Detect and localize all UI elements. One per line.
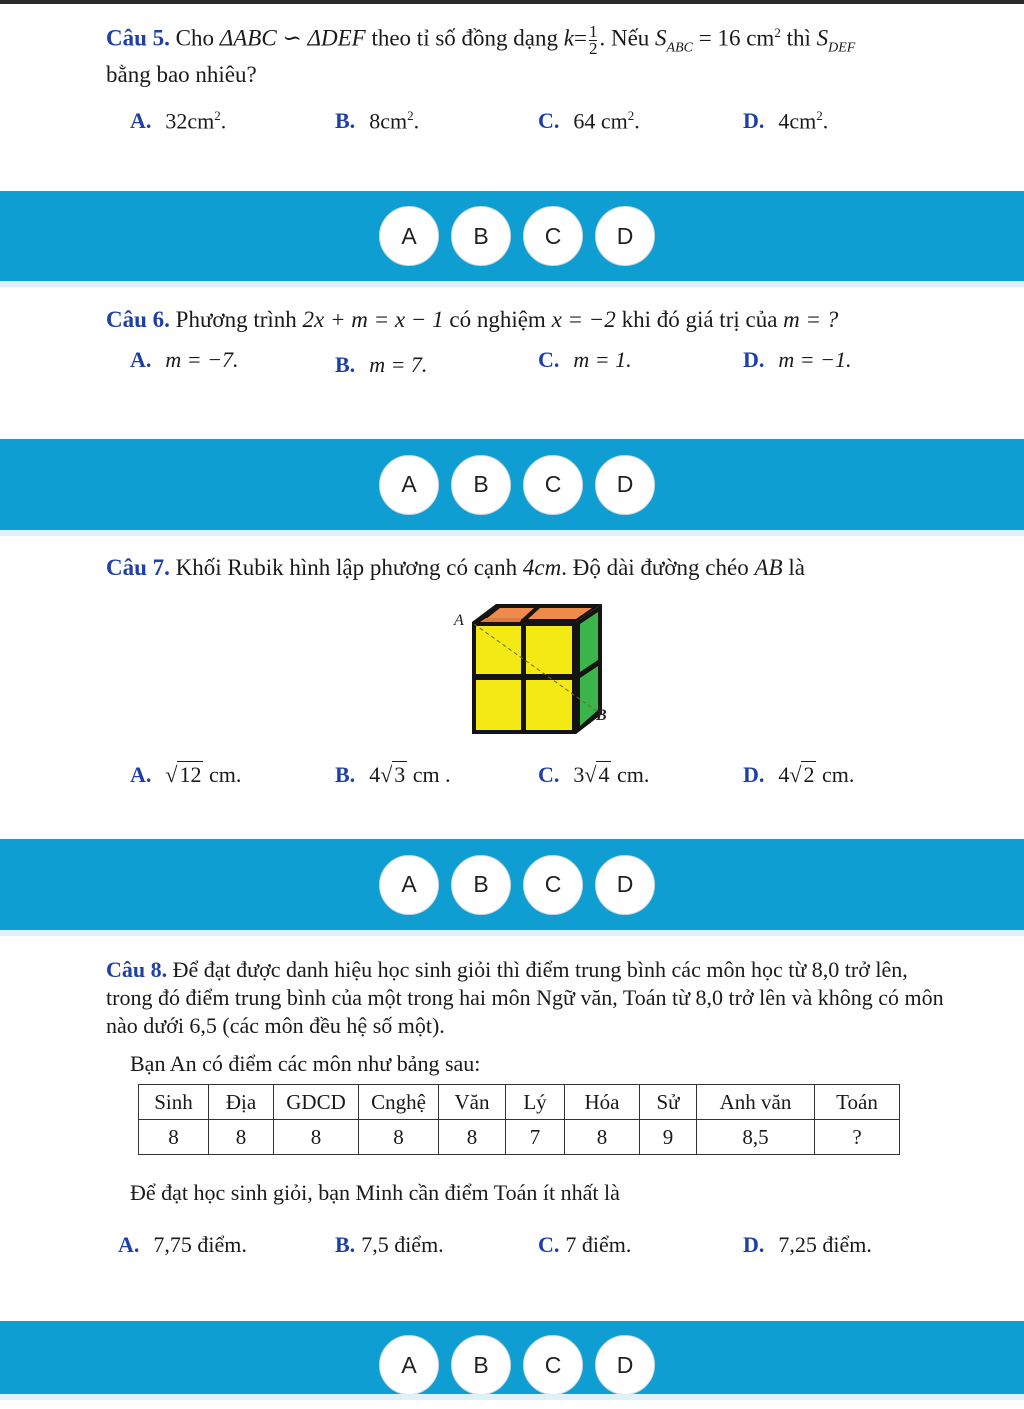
option-label: D. (743, 347, 765, 372)
q5-option-a[interactable] (130, 101, 226, 136)
option-label: A. (130, 108, 152, 134)
table-cell: 8 (359, 1120, 439, 1155)
option-label: B. (335, 762, 356, 787)
cube-front-sticker (526, 680, 572, 730)
option-value: 7,5 điểm. (361, 1232, 444, 1257)
option-label: C. (538, 347, 560, 372)
q5-s: S (655, 25, 667, 51)
cube-front-sticker (476, 626, 521, 674)
q5-line-1 (106, 18, 855, 63)
answer-bubble-a[interactable]: A (379, 455, 439, 515)
answer-bubble-d[interactable]: D (595, 455, 655, 515)
q7-line-1 (106, 553, 805, 583)
q5-k: k (563, 25, 574, 51)
option-label: C. (538, 762, 560, 787)
table-header-cell: Sử (640, 1085, 697, 1120)
q7-ab: AB (754, 555, 783, 580)
table-header-cell: Sinh (139, 1085, 209, 1120)
answer-band-q6 (0, 439, 1024, 530)
option-value: 8cm (369, 108, 408, 134)
option-unit: cm. (821, 762, 855, 787)
q5-option-c[interactable] (538, 101, 640, 136)
answer-bubbles (379, 839, 655, 930)
answer-bubble-b[interactable]: B (451, 1335, 511, 1395)
answer-bubble-b[interactable]: B (451, 855, 511, 915)
q7-option-d[interactable]: D. 4√2 cm. (743, 762, 855, 787)
answer-bubble-c[interactable]: C (523, 455, 583, 515)
option-value: 4cm (778, 108, 817, 134)
option-coef: 4 (369, 762, 381, 787)
q5-triangle-def: ΔDEF (307, 25, 366, 51)
option-sup: 2 (816, 108, 823, 123)
option-radicand: 4 (598, 762, 610, 787)
q6-equation: 2x + m = x − 1 (302, 307, 444, 332)
table-header-cell: GDCD (274, 1085, 359, 1120)
option-label: B. (335, 1232, 356, 1257)
rubik-cube-figure (450, 598, 620, 738)
option-label: B. (335, 108, 356, 134)
q7-option-c[interactable]: C. 3√4 cm. (538, 762, 650, 787)
option-label: B. (335, 352, 356, 377)
q8-label: Câu 8. (106, 957, 168, 982)
answer-bubble-d[interactable]: D (595, 206, 655, 266)
table-header-cell: Hóa (565, 1085, 640, 1120)
q8-text: Để đạt được danh hiệu học sinh giỏi thì điểm trung bình các môn học từ 8,0 trở lên, trong đó điểm trung bình của một trong hai môn Ngữ văn, Toán từ 8,0 trở lên và không có môn nào dưới 6,5 (các môn đều hệ số một). (106, 957, 944, 1038)
answer-bubbles (379, 1321, 655, 1409)
table-cell: 8 (209, 1120, 274, 1155)
option-sup: 2 (214, 108, 221, 123)
q7-text: . Độ dài đường chéo (561, 555, 749, 580)
cube-top-sticker (480, 618, 522, 622)
score-table (138, 1084, 900, 1155)
option-value: m = 1. (573, 347, 632, 372)
table-header-cell: Địa (209, 1085, 274, 1120)
option-label: D. (743, 108, 765, 134)
option-value: 7 điểm. (565, 1232, 632, 1257)
cube-point-a: A (454, 612, 464, 629)
q5-s: S (816, 25, 829, 51)
answer-bubbles (379, 191, 655, 281)
option-label: C. (538, 108, 560, 134)
option-tail: . (220, 108, 227, 134)
table-cell: 9 (640, 1120, 697, 1155)
option-unit: cm . (412, 762, 451, 787)
answer-bubble-b[interactable]: B (451, 206, 511, 266)
option-coef: 3 (573, 762, 585, 787)
option-value: 64 cm (573, 108, 628, 134)
answer-bubble-b[interactable]: B (451, 455, 511, 515)
q6-option-c[interactable] (538, 345, 632, 375)
cube-point-b: B (596, 707, 607, 724)
q5-eq: = (573, 25, 587, 51)
q5-similar-symbol: ∽ (282, 25, 302, 51)
q6-ask: m = ? (783, 307, 839, 332)
option-label: C. (538, 1232, 560, 1257)
answer-band-q7 (0, 839, 1024, 930)
option-label: A. (130, 762, 152, 787)
q6-line-1 (106, 305, 838, 335)
answer-band-q5 (0, 191, 1024, 281)
q6-label: Câu 6. (106, 307, 170, 332)
q5-frac-den: 2 (588, 38, 598, 58)
q5-text: theo tỉ số đồng dạng (371, 25, 558, 51)
table-cell: 7 (506, 1120, 565, 1155)
cube-front-sticker (526, 626, 572, 674)
q5-text: thì (786, 25, 811, 51)
table-cell: 8 (439, 1120, 506, 1155)
option-label: A. (118, 1232, 140, 1257)
table-cell: 8 (139, 1120, 209, 1155)
option-label: D. (743, 1232, 765, 1257)
table-row (139, 1120, 900, 1155)
option-label: D. (743, 762, 765, 787)
option-tail: . (634, 108, 640, 134)
q6-option-d[interactable] (743, 345, 851, 375)
q8-table-intro: Bạn An có điểm các môn như bảng sau: (130, 1051, 481, 1076)
q6-option-b[interactable] (335, 350, 427, 380)
option-value: m = −7. (165, 347, 239, 372)
answer-bubble-c[interactable]: C (523, 855, 583, 915)
q5-line-2: bằng bao nhiêu? (106, 62, 257, 87)
q7-option-a[interactable]: A. √12 cm. (130, 762, 242, 787)
q5-label: Câu 5. (106, 25, 170, 51)
option-radicand: 2 (803, 762, 815, 787)
table-header-cell: Toán (815, 1085, 900, 1120)
q5-area: = 16 cm (698, 25, 775, 51)
q6-text: có nghiệm (449, 307, 546, 332)
option-label: A. (130, 347, 152, 372)
q8-option-a[interactable] (118, 1230, 247, 1260)
option-value: 7,25 điểm. (778, 1232, 872, 1257)
q7-text: là (788, 555, 805, 580)
q5-sup: 2 (774, 25, 781, 40)
q5-triangle-abc: ΔABC (219, 25, 277, 51)
table-header-cell: Lý (506, 1085, 565, 1120)
option-coef: 4 (778, 762, 790, 787)
q5-sub-abc: ABC (666, 40, 693, 56)
q6-root: x = −2 (551, 307, 616, 332)
answer-bubble-d[interactable]: D (595, 1335, 655, 1395)
q8-option-c[interactable] (538, 1230, 631, 1260)
answer-bubble-c[interactable]: C (523, 206, 583, 266)
table-header-cell: Anh văn (697, 1085, 815, 1120)
answer-bubbles (379, 439, 655, 530)
table-cell: 8 (565, 1120, 640, 1155)
option-value: 32cm (165, 108, 215, 134)
q5-frac-num: 1 (588, 21, 598, 41)
table-cell: 8 (274, 1120, 359, 1155)
q7-edge: 4cm (522, 555, 562, 580)
q8-paragraph (106, 956, 946, 1040)
option-unit: cm. (616, 762, 650, 787)
option-value: 7,75 điểm. (153, 1232, 247, 1257)
q5-option-b[interactable] (335, 101, 419, 136)
option-radicand: 3 (394, 762, 406, 787)
answer-bubble-c[interactable]: C (523, 1335, 583, 1395)
q5-option-d[interactable] (743, 101, 828, 136)
option-tail: . (413, 108, 420, 134)
q8-question: Để đạt học sinh giỏi, bạn Minh cần điểm Toán ít nhất là (130, 1180, 620, 1205)
cube-front-sticker (476, 680, 521, 730)
table-header-row (139, 1085, 900, 1120)
q6-text: Phương trình (175, 307, 297, 332)
q6-option-a[interactable] (130, 345, 238, 375)
option-sup: 2 (407, 108, 414, 123)
answer-bubble-a[interactable]: A (379, 1335, 439, 1395)
option-radicand: 12 (179, 762, 202, 787)
q5-sub-def: DEF (828, 40, 856, 56)
q8-option-d[interactable] (743, 1230, 872, 1260)
q7-text: Khối Rubik hình lập phương có cạnh (175, 555, 518, 580)
table-cell: 8,5 (697, 1120, 815, 1155)
q5-fraction (588, 21, 598, 58)
option-value: m = −1. (778, 347, 852, 372)
option-sup: 2 (627, 108, 635, 123)
q8-option-b[interactable] (335, 1230, 444, 1260)
q5-text: Cho (175, 25, 214, 51)
q7-label: Câu 7. (106, 555, 170, 580)
option-value: m = 7. (369, 352, 428, 377)
q7-option-b[interactable]: B. 4√3 cm . (335, 762, 451, 787)
top-border (0, 0, 1024, 4)
table-cell: ? (815, 1120, 900, 1155)
table-header-cell: Cnghệ (359, 1085, 439, 1120)
q6-text: khi đó giá trị của (621, 307, 778, 332)
answer-bubble-a[interactable]: A (379, 855, 439, 915)
table-header-cell: Văn (439, 1085, 506, 1120)
answer-band-q8 (0, 1321, 1024, 1394)
answer-bubble-a[interactable]: A (379, 206, 439, 266)
option-unit: cm. (208, 762, 242, 787)
answer-bubble-d[interactable]: D (595, 855, 655, 915)
option-tail: . (822, 108, 829, 134)
q5-text: . Nếu (599, 25, 650, 51)
